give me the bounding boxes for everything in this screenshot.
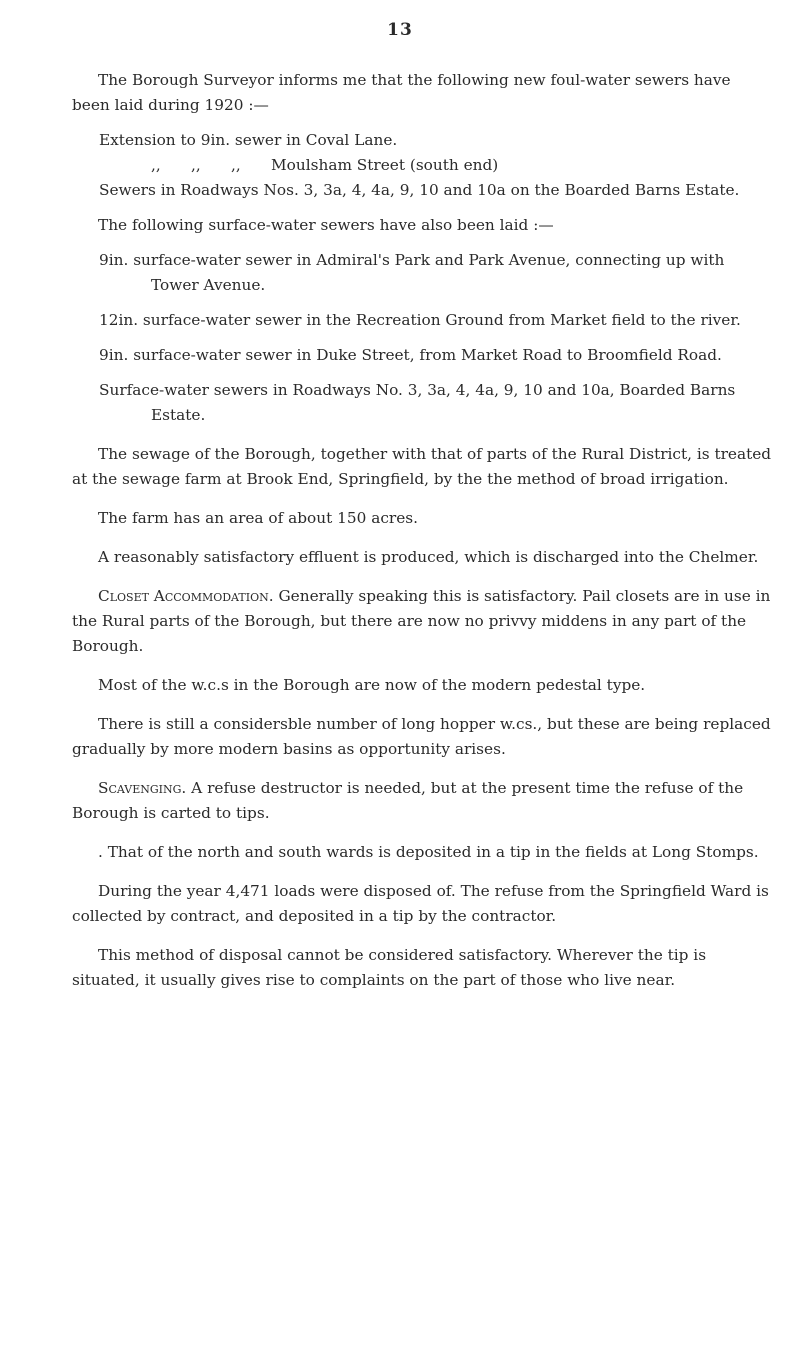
paragraph-foul-water-intro: The Borough Surveyor informs me that the following new foul-water sewers have been laid during 1920 :— [72, 71, 731, 114]
page-number: 13 [387, 20, 413, 40]
paragraph-scavenging [72, 776, 772, 826]
paragraph-text: Generally speaking this is satisfactory. Pail closets are in use in the Rural parts of the Borough, but there are now no privvy middens in any part of the Borough. [72, 587, 771, 655]
paragraph-surface-water-intro: The following surface-water sewers have also been laid :— [98, 216, 554, 234]
paragraph-effluent: A reasonably satisfactory effluent is produced, which is discharged into the Chelmer. [98, 548, 759, 566]
list-item-duke-street: 9in. surface-water sewer in Duke Street, from Market Road to Broomfield Road. [99, 346, 722, 364]
list-item-boarded-barns-foul: Sewers in Roadways Nos. 3, 3a, 4, 4a, 9, 10 and 10a on the Boarded Barns Estate. [99, 181, 740, 199]
ditto-mark: ,, [151, 156, 161, 174]
body-text [72, 68, 772, 993]
list-item-text: Moulsham Street (south end) [271, 156, 499, 174]
section-heading: Scavenging. [98, 779, 187, 797]
ditto-mark: ,, [231, 156, 241, 174]
list-item-coval-lane: Extension to 9in. sewer in Coval Lane. [99, 131, 398, 149]
section-heading: Closet Accommodation. [98, 587, 274, 605]
paragraph-long-stomps: . That of the north and south wards is deposited in a tip in the fields at Long Stomps. [98, 843, 759, 861]
list-item-boarded-barns-surface: Surface-water sewers in Roadways No. 3, 3a, 4, 4a, 9, 10 and 10a, Boarded Barns Estate. [99, 381, 736, 424]
list-item-admirals-park: 9in. surface-water sewer in Admiral's Park and Park Avenue, connecting up with Tower Avenue. [99, 251, 725, 294]
paragraph-disposal-method: This method of disposal cannot be considered satisfactory. Wherever the tip is situated, it usually gives rise to complaints on the part of those who live near. [72, 946, 707, 989]
paragraph-closet-accommodation [72, 584, 772, 659]
paragraph-farm-area: The farm has an area of about 150 acres. [98, 509, 418, 527]
list-item-recreation-ground: 12in. surface-water sewer in the Recreation Ground from Market field to the river. [99, 311, 741, 329]
paragraph-long-hopper: There is still a considersble number of long hopper w.cs., but these are being replaced gradually by more modern basins as opportunity arises. [72, 715, 771, 758]
paragraph-text: A refuse destructor is needed, but at the present time the refuse of the Borough is carted to tips. [72, 779, 744, 822]
paragraph-sewage-farm: The sewage of the Borough, together with that of parts of the Rural District, is treated at the sewage farm at Brook End, Springfield, by the the method of broad irrigation. [72, 445, 772, 488]
paragraph-loads-disposed: During the year 4,471 loads were disposed of. The refuse from the Springfield Ward is collected by contract, and deposited in a tip by the contractor. [72, 882, 769, 925]
list-item-moulsham-street [72, 153, 772, 178]
ditto-mark: ,, [191, 156, 201, 174]
paragraph-pedestal-type: Most of the w.c.s in the Borough are now of the modern pedestal type. [98, 676, 646, 694]
